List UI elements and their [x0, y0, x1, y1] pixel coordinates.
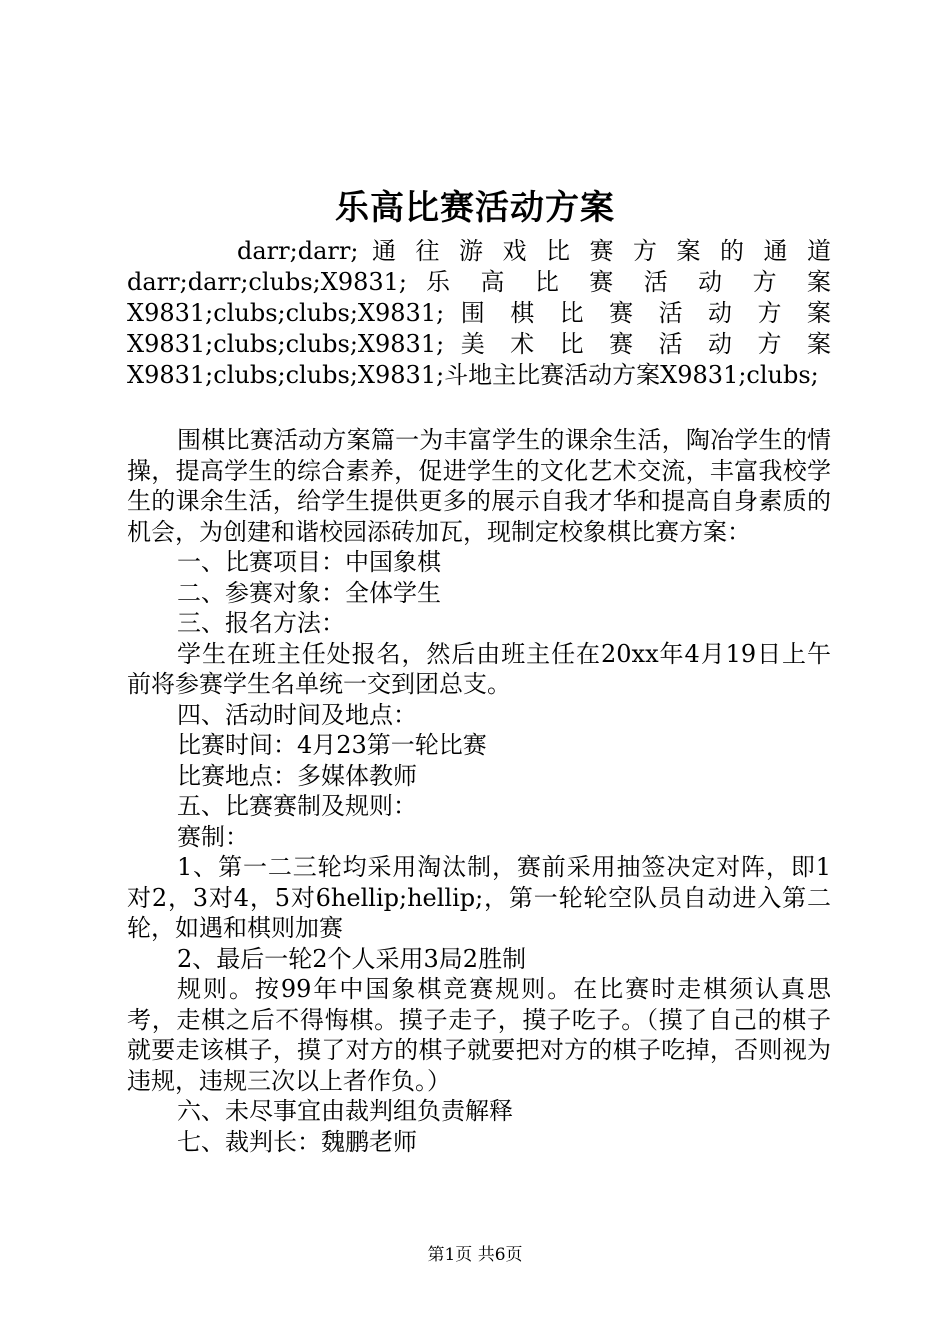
- paragraph: 1、第一二三轮均采用淘汰制，赛前采用抽签决定对阵，即1对2，3对4，5对6hellip;hellip;，第一轮轮空队员自动进入第二轮，如遇和棋则加赛: [127, 853, 831, 942]
- intro-line: X9831;clubs;clubs;X9831; 围 棋 比 赛 活 动 方 案: [127, 299, 831, 327]
- intro-block: [127, 236, 831, 391]
- section-heading: 六、未尽事宜由裁判组负责解释: [177, 1097, 513, 1125]
- section-heading: 四、活动时间及地点：: [177, 700, 417, 729]
- document-content: [127, 236, 831, 1157]
- section-heading: 三、报名方法：: [177, 609, 345, 637]
- paragraph: 比赛时间：4月23第一轮比赛: [177, 731, 487, 759]
- paragraph: 规则。按99年中国象棋竞赛规则。在比赛时走棋须认真思考，走棋之后不得悔棋。摸子走子，摸子吃子。（摸了自己的棋子就要走该棋子，摸了对方的棋子就要把对方的棋子吃掉，否则视为违规，违规三次以上者作负。）: [127, 975, 831, 1095]
- section-heading: 二、参赛对象：全体学生: [177, 578, 441, 607]
- intro-line: X9831;clubs;clubs;X9831; 美 术 比 赛 活 动 方 案: [127, 330, 831, 358]
- intro-line: darr;darr;clubs;X9831; 乐 高 比 赛 活 动 方 案: [127, 268, 831, 296]
- paragraph: 2、最后一轮2个人采用3局2胜制: [177, 944, 527, 973]
- page-footer: 第1页 共6页: [427, 1245, 523, 1265]
- paragraph: 比赛地点：多媒体教师: [177, 761, 417, 790]
- intro-line: darr;darr; 通 往 游 戏 比 赛 方 案 的 通 道: [237, 237, 831, 265]
- section-heading: 七、裁判长：魏鹏老师: [177, 1127, 417, 1156]
- paragraph: 学生在班主任处报名，然后由班主任在20xx年4月19日上午前将参赛学生名单统一交到团总支。: [127, 639, 831, 698]
- paragraph: 围棋比赛活动方案篇一为丰富学生的课余生活，陶冶学生的情操，提高学生的综合素养，促进学生的文化艺术交流，丰富我校学生的课余生活，给学生提供更多的展示自我才华和提高自身素质的机会，为创建和谐校园添砖加瓦，现制定校象棋比赛方案：: [127, 426, 831, 546]
- body-block: [127, 425, 831, 1157]
- document-title: 乐高比赛活动方案: [335, 188, 615, 228]
- section-heading: 一、比赛项目：中国象棋: [177, 548, 441, 576]
- paragraph: 赛制：: [177, 822, 249, 851]
- intro-line: X9831;clubs;clubs;X9831;斗地主比赛活动方案X9831;clubs;: [127, 361, 819, 389]
- section-heading: 五、比赛赛制及规则：: [177, 792, 417, 820]
